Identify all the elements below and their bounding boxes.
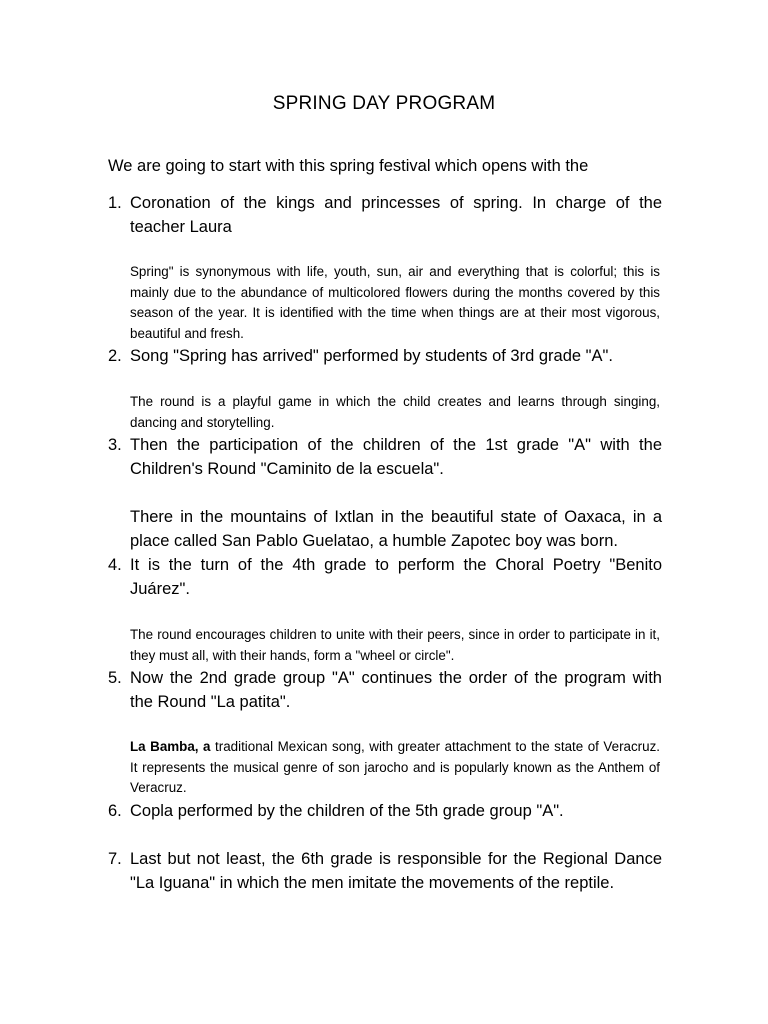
list-number: 2. [108, 347, 122, 365]
list-number: 6. [108, 802, 122, 820]
list-item-4 [108, 553, 662, 601]
list-item-7 [108, 847, 662, 895]
list-item-5 [108, 666, 662, 714]
note-spring: Spring" is synonymous with life, youth, sun, air and everything that is colorful; this is mainly due to the abundance of multicolored flowers during the months covered by this season of the year. It is identified with the time when things are at their most vigorous, beautiful and fresh. [130, 264, 660, 341]
list-number: 3. [108, 436, 122, 454]
la-bamba-bold-label: La Bamba, a [130, 739, 211, 754]
note-ixtlan: There in the mountains of Ixtlan in the beautiful state of Oaxaca, in a place called San Pablo Guelatao, a humble Zapotec boy was born. [130, 508, 662, 550]
list-item-6 [108, 799, 662, 823]
list-number: 1. [108, 194, 122, 212]
list-number: 4. [108, 556, 122, 574]
list-item-text: It is the turn of the 4th grade to perform the Choral Poetry "Benito Juárez". [130, 556, 662, 598]
list-item-text: Copla performed by the children of the 5th grade group "A". [130, 802, 564, 820]
list-item-text: Last but not least, the 6th grade is responsible for the Regional Dance "La Iguana" in which the men imitate the movements of the reptile. [130, 850, 662, 892]
list-number: 5. [108, 669, 122, 687]
list-item-2 [108, 344, 662, 368]
list-item-3 [108, 433, 662, 481]
list-item-text: Then the participation of the children of the 1st grade "A" with the Children's Round "Caminito de la escuela". [130, 436, 662, 478]
list-item-text: Song "Spring has arrived" performed by students of 3rd grade "A". [130, 347, 613, 365]
la-bamba-text: traditional Mexican song, with greater attachment to the state of Veracruz. It represents the musical genre of son jarocho and is popularly known as the Anthem of Veracruz. [130, 739, 660, 795]
list-number: 7. [108, 850, 122, 868]
note-la-bamba [130, 737, 660, 799]
page-title: SPRING DAY PROGRAM [272, 93, 496, 114]
intro-text: We are going to start with this spring festival which opens with the [108, 157, 589, 175]
note-round-unite: The round encourages children to unite with their peers, since in order to participate in it, they must all, with their hands, form a "wheel or circle". [130, 627, 660, 663]
list-item-1 [108, 191, 662, 239]
list-item-text: Now the 2nd grade group "A" continues the order of the program with the Round "La patita". [130, 669, 662, 711]
list-item-text: Coronation of the kings and princesses of spring. In charge of the teacher Laura [130, 194, 662, 236]
note-round-game: The round is a playful game in which the child creates and learns through singing, dancing and storytelling. [130, 394, 660, 430]
